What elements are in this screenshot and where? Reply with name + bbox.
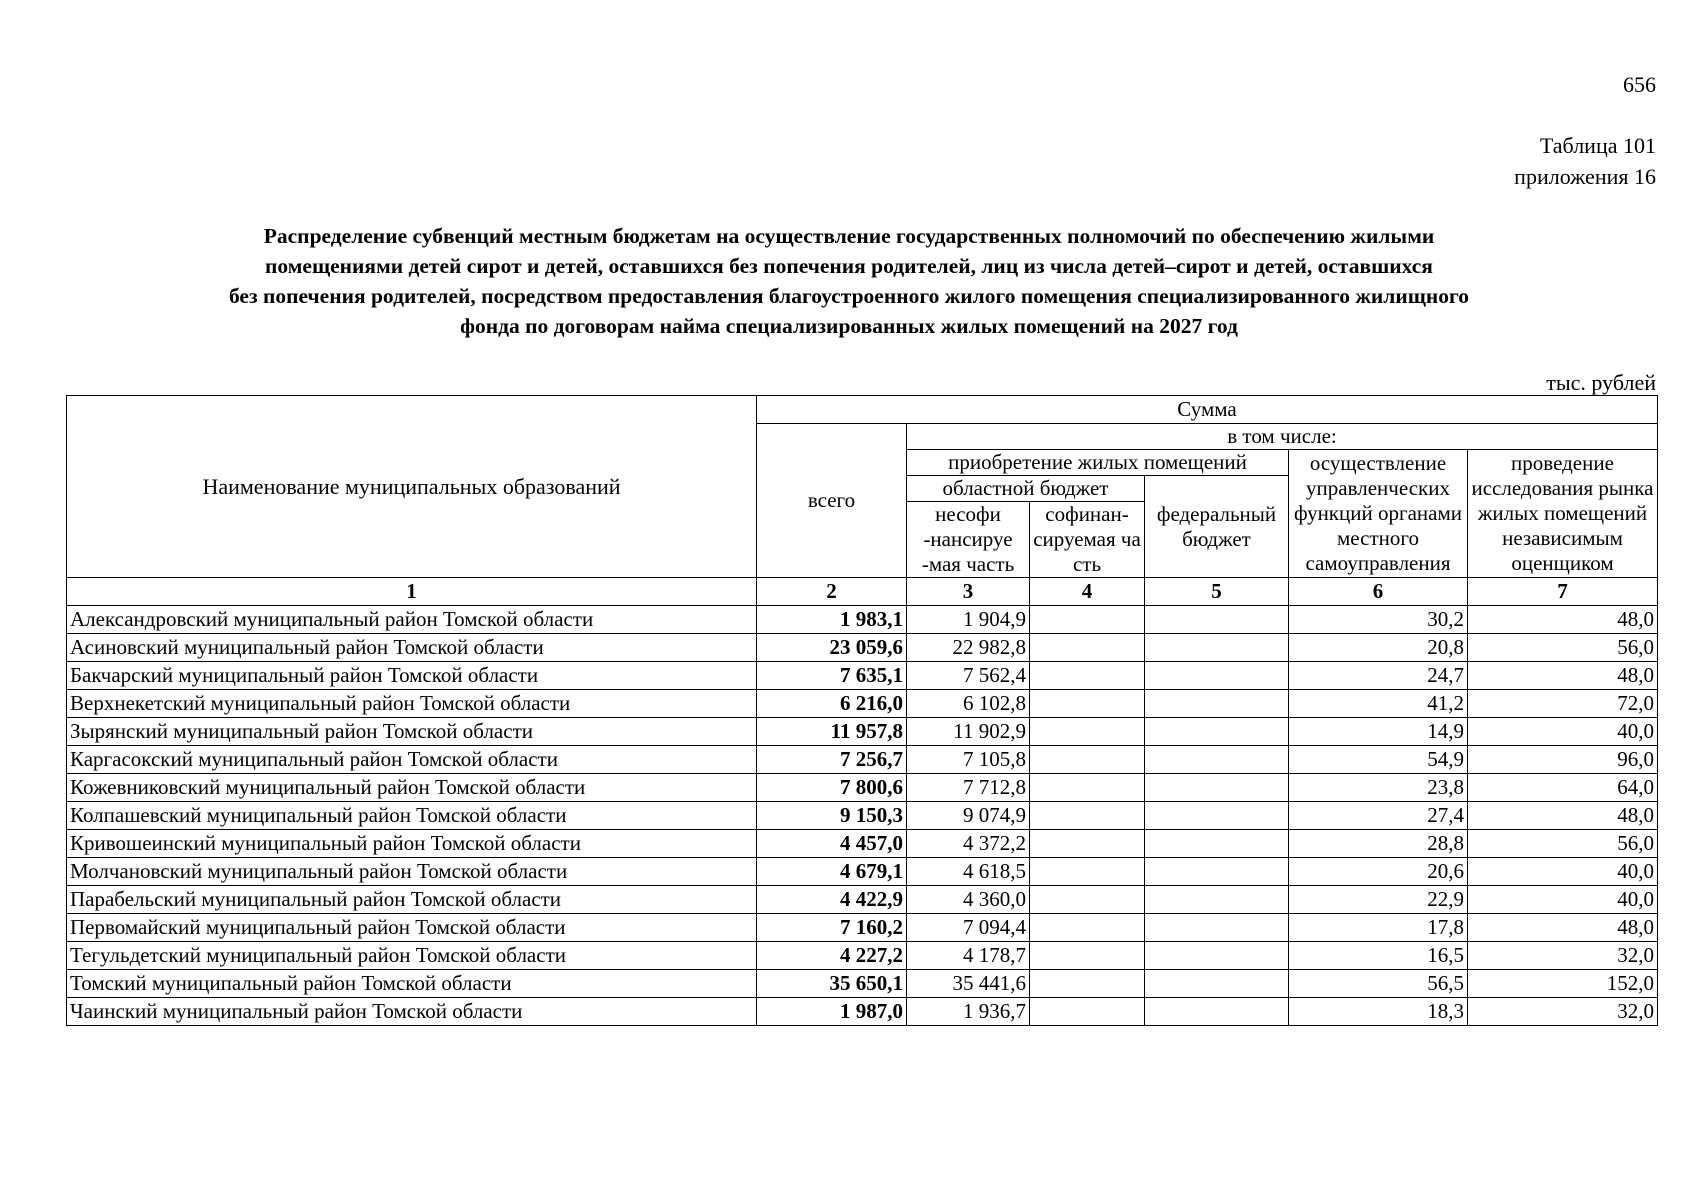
management-amount: 16,5 (1289, 942, 1468, 970)
cofinanced-amount (1030, 718, 1145, 746)
total-amount: 7 256,7 (757, 746, 907, 774)
federal-amount (1145, 802, 1289, 830)
management-amount: 20,8 (1289, 634, 1468, 662)
total-amount: 4 457,0 (757, 830, 907, 858)
federal-amount (1145, 942, 1289, 970)
market-research-amount: 152,0 (1468, 970, 1658, 998)
title-line: фонда по договорам найма специализированных жилых помещений на 2027 год (460, 314, 1238, 338)
page-number: 656 (1623, 72, 1656, 97)
header-regional-budget: областной бюджет (907, 476, 1145, 502)
non-cofinanced-amount: 7 562,4 (907, 662, 1030, 690)
column-number: 6 (1289, 578, 1468, 606)
management-amount: 20,6 (1289, 858, 1468, 886)
market-research-amount: 48,0 (1468, 914, 1658, 942)
header-management: осуществление управленческих функций органами местного самоуправления (1289, 450, 1468, 578)
table-row (67, 942, 1658, 970)
market-research-amount: 40,0 (1468, 858, 1658, 886)
municipality-name: Тегульдетский муниципальный район Томской области (67, 942, 757, 970)
total-amount: 35 650,1 (757, 970, 907, 998)
cofinanced-amount (1030, 998, 1145, 1026)
market-research-amount: 96,0 (1468, 746, 1658, 774)
market-research-amount: 32,0 (1468, 998, 1658, 1026)
market-research-amount: 40,0 (1468, 718, 1658, 746)
market-research-amount: 48,0 (1468, 606, 1658, 634)
table-row (67, 998, 1658, 1026)
title-line: помещениями детей сирот и детей, оставшихся без попечения родителей, лиц из числа детей–сирот и детей, оставшихся (265, 254, 1433, 278)
cofinanced-amount (1030, 830, 1145, 858)
cofinanced-amount (1030, 858, 1145, 886)
header-including: в том числе: (907, 424, 1658, 450)
total-amount: 1 987,0 (757, 998, 907, 1026)
total-amount: 11 957,8 (757, 718, 907, 746)
municipality-name: Томский муниципальный район Томской области (67, 970, 757, 998)
cofinanced-amount (1030, 802, 1145, 830)
table-row (67, 746, 1658, 774)
table-row (67, 970, 1658, 998)
column-number: 7 (1468, 578, 1658, 606)
appendix-reference: приложения 16 (1514, 164, 1656, 189)
table-body (67, 606, 1658, 1026)
management-amount: 41,2 (1289, 690, 1468, 718)
management-amount: 27,4 (1289, 802, 1468, 830)
management-amount: 56,5 (1289, 970, 1468, 998)
non-cofinanced-amount: 7 712,8 (907, 774, 1030, 802)
federal-amount (1145, 718, 1289, 746)
column-number: 3 (907, 578, 1030, 606)
cofinanced-amount (1030, 690, 1145, 718)
cofinanced-amount (1030, 914, 1145, 942)
federal-amount (1145, 998, 1289, 1026)
non-cofinanced-amount: 4 618,5 (907, 858, 1030, 886)
federal-amount (1145, 830, 1289, 858)
cofinanced-amount (1030, 606, 1145, 634)
cofinanced-amount (1030, 634, 1145, 662)
total-amount: 7 635,1 (757, 662, 907, 690)
table-row (67, 774, 1658, 802)
market-research-amount: 32,0 (1468, 942, 1658, 970)
cofinanced-amount (1030, 746, 1145, 774)
market-research-amount: 56,0 (1468, 830, 1658, 858)
title-line: без попечения родителей, посредством предоставления благоустроенного жилого помещения специализированного жилищного (228, 284, 1470, 308)
municipality-name: Верхнекетский муниципальный район Томской области (67, 690, 757, 718)
subvention-table (66, 395, 1658, 1026)
non-cofinanced-amount: 35 441,6 (907, 970, 1030, 998)
management-amount: 30,2 (1289, 606, 1468, 634)
management-amount: 14,9 (1289, 718, 1468, 746)
market-research-amount: 40,0 (1468, 886, 1658, 914)
non-cofinanced-amount: 4 372,2 (907, 830, 1030, 858)
cofinanced-amount (1030, 970, 1145, 998)
non-cofinanced-amount: 4 360,0 (907, 886, 1030, 914)
cofinanced-amount (1030, 942, 1145, 970)
total-amount: 7 160,2 (757, 914, 907, 942)
table-number: Таблица 101 (1539, 133, 1656, 158)
cofinanced-amount (1030, 886, 1145, 914)
market-research-amount: 48,0 (1468, 662, 1658, 690)
municipality-name: Кожевниковский муниципальный район Томской области (67, 774, 757, 802)
table-row (67, 914, 1658, 942)
municipality-name: Бакчарский муниципальный район Томской области (67, 662, 757, 690)
non-cofinanced-amount: 22 982,8 (907, 634, 1030, 662)
federal-amount (1145, 886, 1289, 914)
municipality-name: Чаинский муниципальный район Томской области (67, 998, 757, 1026)
header-market-research: проведение исследования рынка жилых помещений независимым оценщиком (1468, 450, 1658, 578)
federal-amount (1145, 774, 1289, 802)
table-row (67, 606, 1658, 634)
federal-amount (1145, 914, 1289, 942)
total-amount: 1 983,1 (757, 606, 907, 634)
management-amount: 22,9 (1289, 886, 1468, 914)
total-amount: 7 800,6 (757, 774, 907, 802)
market-research-amount: 64,0 (1468, 774, 1658, 802)
cofinanced-amount (1030, 774, 1145, 802)
column-number: 5 (1145, 578, 1289, 606)
municipality-name: Александровский муниципальный район Томской области (67, 606, 757, 634)
table-row (67, 886, 1658, 914)
municipality-name: Парабельский муниципальный район Томской области (67, 886, 757, 914)
column-number: 2 (757, 578, 907, 606)
municipality-name: Кривошеинский муниципальный район Томской области (67, 830, 757, 858)
non-cofinanced-amount: 7 105,8 (907, 746, 1030, 774)
municipality-name: Асиновский муниципальный район Томской области (67, 634, 757, 662)
header-federal-budget: федеральный бюджет (1145, 476, 1289, 578)
total-amount: 4 422,9 (757, 886, 907, 914)
non-cofinanced-amount: 9 074,9 (907, 802, 1030, 830)
non-cofinanced-amount: 7 094,4 (907, 914, 1030, 942)
table-row (67, 858, 1658, 886)
federal-amount (1145, 606, 1289, 634)
federal-amount (1145, 690, 1289, 718)
non-cofinanced-amount: 6 102,8 (907, 690, 1030, 718)
cofinanced-amount (1030, 662, 1145, 690)
total-amount: 4 679,1 (757, 858, 907, 886)
municipality-name: Первомайский муниципальный район Томской области (67, 914, 757, 942)
document-title (66, 221, 1632, 341)
header-sum: Сумма (757, 396, 1658, 424)
management-amount: 24,7 (1289, 662, 1468, 690)
management-amount: 18,3 (1289, 998, 1468, 1026)
municipality-name: Колпашевский муниципальный район Томской области (67, 802, 757, 830)
federal-amount (1145, 634, 1289, 662)
total-amount: 6 216,0 (757, 690, 907, 718)
total-amount: 23 059,6 (757, 634, 907, 662)
header-non-cofinanced: несофи -нансируе -мая часть (907, 502, 1030, 578)
header-name: Наименование муниципальных образований (67, 396, 757, 578)
table-row (67, 662, 1658, 690)
total-amount: 9 150,3 (757, 802, 907, 830)
market-research-amount: 48,0 (1468, 802, 1658, 830)
table-row (67, 718, 1658, 746)
table-row (67, 802, 1658, 830)
non-cofinanced-amount: 4 178,7 (907, 942, 1030, 970)
market-research-amount: 72,0 (1468, 690, 1658, 718)
column-number: 1 (67, 578, 757, 606)
table-reference (1514, 130, 1656, 192)
total-amount: 4 227,2 (757, 942, 907, 970)
management-amount: 17,8 (1289, 914, 1468, 942)
municipality-name: Молчановский муниципальный район Томской области (67, 858, 757, 886)
federal-amount (1145, 746, 1289, 774)
title-line: Распределение субвенций местным бюджетам на осуществление государственных полномочий по обеспечению жилыми (263, 224, 1435, 248)
non-cofinanced-amount: 1 936,7 (907, 998, 1030, 1026)
municipality-name: Каргасокский муниципальный район Томской области (67, 746, 757, 774)
table-row (67, 690, 1658, 718)
units-label: тыс. рублей (1546, 370, 1656, 395)
column-numbers-row (67, 578, 1658, 606)
header-cofinanced: софинан- сируемая ча сть (1030, 502, 1145, 578)
federal-amount (1145, 970, 1289, 998)
management-amount: 23,8 (1289, 774, 1468, 802)
municipality-name: Зырянский муниципальный район Томской области (67, 718, 757, 746)
market-research-amount: 56,0 (1468, 634, 1658, 662)
non-cofinanced-amount: 11 902,9 (907, 718, 1030, 746)
header-acquisition: приобретение жилых помещений (907, 450, 1289, 476)
non-cofinanced-amount: 1 904,9 (907, 606, 1030, 634)
management-amount: 54,9 (1289, 746, 1468, 774)
header-total: всего (757, 424, 907, 578)
table-row (67, 634, 1658, 662)
federal-amount (1145, 662, 1289, 690)
management-amount: 28,8 (1289, 830, 1468, 858)
table-row (67, 830, 1658, 858)
column-number: 4 (1030, 578, 1145, 606)
federal-amount (1145, 858, 1289, 886)
